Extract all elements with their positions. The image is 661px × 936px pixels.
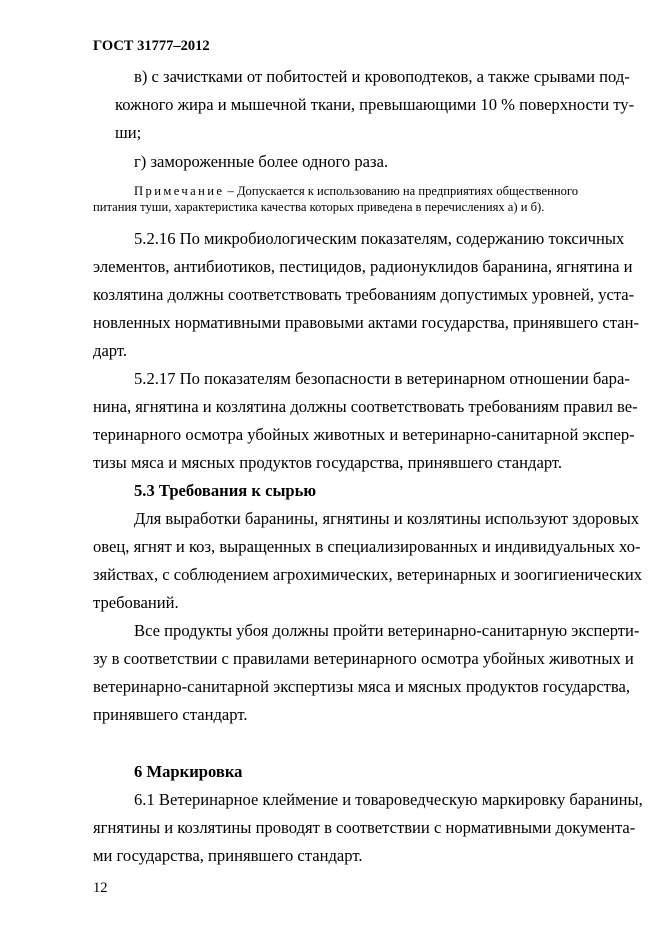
- section-5-3-paragraph-line: Для выработки баранины, ягнятины и козлятины используют здоровых: [134, 509, 640, 528]
- section-6-paragraph-line: ми государства, принявшего стандарт.: [93, 846, 363, 865]
- paragraph-5-2-16-line: элементов, антибиотиков, пестицидов, радионуклидов баранина, ягнятина и: [93, 257, 633, 276]
- paragraph-5-2-17-line: тизы мяса и мясных продуктов государства, принявшего стандарт.: [93, 453, 563, 472]
- list-item-v-line: кожного жира и мышечной ткани, превышающими 10 % поверхности ту-: [115, 95, 635, 114]
- section-5-3-paragraph-line: зяйствах, с соблюдением агрохимических, ветеринарных и зоогигиенических: [93, 565, 643, 584]
- note-label: Примечание: [134, 184, 225, 198]
- page-number: 12: [93, 880, 108, 896]
- paragraph-5-2-16-line: козлятина должны соответствовать требованиям допустимых уровней, уста-: [93, 285, 635, 304]
- section-5-3-heading: 5.3 Требования к сырью: [134, 481, 317, 500]
- paragraph-5-2-16-line: дарт.: [93, 341, 128, 360]
- section-6-paragraph-line: ягнятины и козлятины проводят в соответствии с нормативными документа-: [93, 818, 636, 837]
- section-5-3-paragraph-line: Все продукты убоя должны пройти ветеринарно-санитарную эксперти-: [134, 621, 640, 640]
- paragraph-5-2-16-line: 5.2.16 По микробиологическим показателям, содержанию токсичных: [134, 229, 625, 248]
- section-5-3-paragraph-line: овец, ягнят и коз, выращенных в специализированных и индивидуальных хо-: [93, 537, 641, 556]
- list-item-v-line: ши;: [115, 123, 142, 142]
- note-text: – Допускается к использованию на предприятиях общественного: [224, 184, 579, 198]
- section-6-paragraph-line: 6.1 Ветеринарное клеймение и товароведческую маркировку баранины,: [134, 790, 643, 809]
- section-6-heading: 6 Маркировка: [134, 762, 243, 781]
- paragraph-5-2-17-line: теринарного осмотра убойных животных и ветеринарно-санитарной экспер-: [93, 425, 635, 444]
- section-5-3-paragraph-line: зу в соответствии с правилами ветеринарного осмотра убойных животных и: [93, 649, 634, 668]
- paragraph-5-2-17-line: нина, ягнятина и козлятина должны соответствовать требованиям правил ве-: [93, 397, 638, 416]
- section-5-3-paragraph-line: принявшего стандарт.: [93, 705, 248, 724]
- section-5-3-paragraph-line: ветеринарно-санитарной экспертизы мяса и мясных продуктов государства,: [93, 677, 631, 696]
- list-item-g-line: г) замороженные более одного раза.: [134, 152, 389, 171]
- paragraph-5-2-16-line: новленных нормативными правовыми актами государства, принявшего стан-: [93, 313, 639, 332]
- paragraph-5-2-17-line: 5.2.17 По показателям безопасности в ветеринарном отношении бара-: [134, 369, 630, 388]
- note-line: [134, 183, 578, 199]
- document-header: ГОСТ 31777–2012: [93, 38, 210, 54]
- note-line: питания туши, характеристика качества которых приведена в перечислениях а) и б).: [93, 200, 545, 214]
- list-item-v-line: в) с зачистками от побитостей и кровоподтеков, а также срывами под-: [134, 67, 630, 86]
- section-5-3-paragraph-line: требований.: [93, 593, 179, 612]
